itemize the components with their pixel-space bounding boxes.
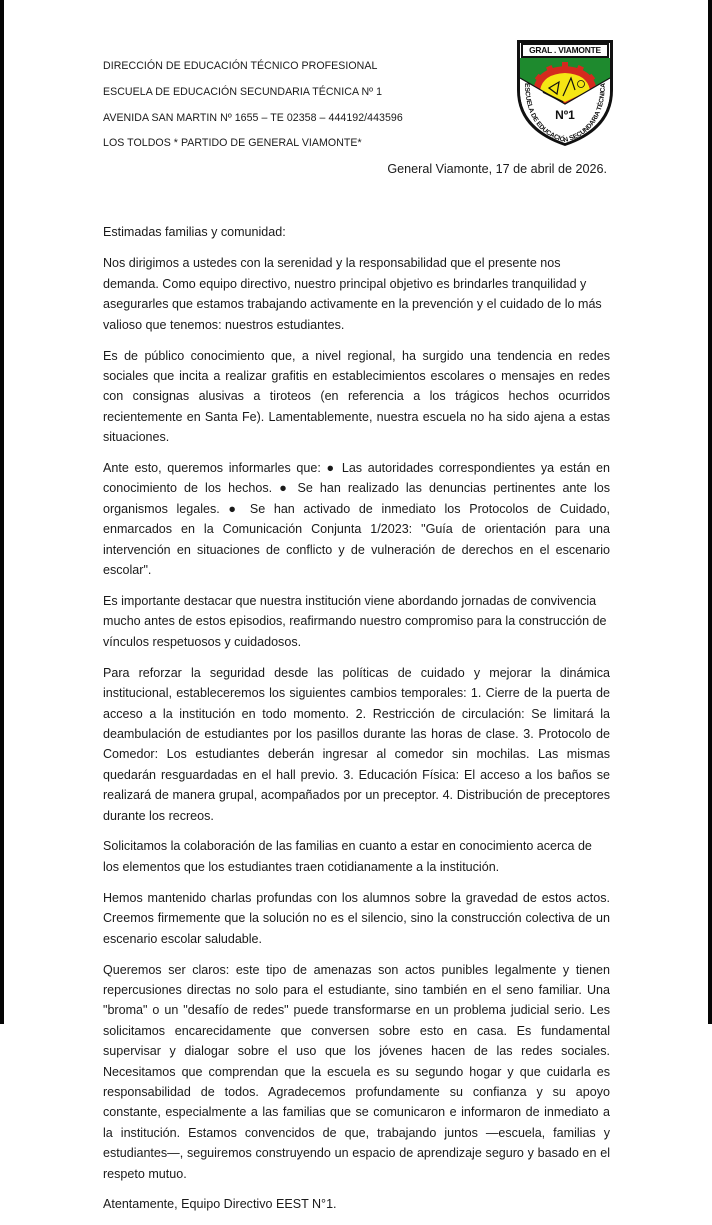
paragraph-temporary-changes: Para reforzar la seguridad desde las políticas de cuidado y mejorar la dinámica institucional, estableceremos los siguientes cambios temporales: 1. Cierre de la puerta de acceso a la institución en todo momento. 2. Restricción de circulación: Se limitará la deambulación de estudiantes por los pasillos durante las horas de clase. 3. Protocolo de Comedor: Los estudiantes deberán ingresar al comedor sin mochilas. Las mismas quedarán resguardadas en el hall previo. 3. Educación Física: El acceso a los baños se realizará de manera grupal, acompañados por un preceptor. 4. Distribución de preceptores durante los recreos.: [103, 665, 610, 823]
school-crest-logo: [513, 38, 617, 148]
letter-date: General Viamonte, 17 de abril de 2026.: [387, 162, 607, 176]
letterhead-line-address: AVENIDA SAN MARTIN Nº 1655 – TE 02358 – 444192/443596: [103, 111, 403, 124]
logo-arc-text: [513, 38, 617, 148]
letterhead-line-direccion: DIRECCIÓN DE EDUCACIÓN TÉCNICO PROFESIONAL: [103, 60, 378, 72]
logo-top-text: GRAL . VIAMONTE: [529, 45, 601, 55]
letter-body: [103, 222, 610, 1225]
paragraph-warning: Queremos ser claros: este tipo de amenazas son actos punibles legalmente y tienen repercusiones directas no solo para el estudiante, sino también en el seno familiar. Una "broma" o un "desafío de redes" puede transformarse en un problema judicial serio. Les solicitamos encarecidamente que conversen sobre esto en casa. Es fundamental supervisar y dialogar sobre el uso que los jóvenes hacen de las redes sociales. Necesitamos que comprendan que la escuela es su segundo hogar y que cuidarla es responsabilidad de todos. Agradecemos profundamente su confianza y su apoyo constante, especialmente a las familias que se comunicaron e informaron de inmediato a la institución. Estamos convencidos de que, trabajando juntos —escuela, familias y estudiantes—, seguiremos construyendo un espacio de aprendizaje seguro y basado en el respeto mutuo.: [103, 962, 610, 1181]
letterhead: [103, 58, 403, 161]
paragraph-convivencia: Es importante destacar que nuestra institución viene abordando jornadas de convivencia mucho antes de estos episodios, reafirmando nuestro compromiso para la construcción de vínculos respetuosos y cuidadosos.: [103, 594, 607, 649]
logo-number: Nº1: [555, 108, 575, 122]
paragraph-actions: Ante esto, queremos informarles que: ● Las autoridades correspondientes ya están en conocimiento de los hechos. ● Se han realizado las denuncias pertinentes ante los organismos legales. ● Se han activado de inmediato los Protocolos de Cuidado, enmarcados en la Comunicación Conjunta 1/2023: "Guía de orientación para una intervención en situaciones de conflicto y de vulneración de derechos en el escenario escolar".: [103, 461, 610, 578]
letterhead-line-location: LOS TOLDOS * PARTIDO DE GENERAL VIAMONTE*: [103, 137, 362, 150]
paragraph-talks: Hemos mantenido charlas profundas con los alumnos sobre la gravedad de estos actos. Creemos firmemente que la solución no es el silencio, sino la construcción colectiva de un escenario escolar saludable.: [103, 890, 610, 946]
right-edge-border: [708, 0, 712, 1024]
salutation: Estimadas familias y comunidad:: [103, 225, 286, 239]
logo-arc-textpath: ESCUELA DE EDUCACIÓN SECUNDARIA TÉCNICA: [522, 83, 608, 145]
left-edge-border: [0, 0, 4, 1024]
paragraph-collaboration: Solicitamos la colaboración de las familias en cuanto a estar en conocimiento acerca de los elementos que los estudiantes traen cotidianamente a la institución.: [103, 839, 592, 874]
svg-text:ESCUELA DE EDUCACIÓN SECUNDARI: [523, 83, 607, 145]
letterhead-line-escuela: ESCUELA DE EDUCACIÓN SECUNDARIA TÉCNICA Nº 1: [103, 85, 383, 98]
closing-signature: Atentamente, Equipo Directivo EEST N°1.: [103, 1197, 337, 1212]
paragraph-context: Es de público conocimiento que, a nivel regional, ha surgido una tendencia en redes sociales que incita a realizar grafitis en establecimientos escolares o mensajes en redes con consignas alusivas a tiroteos (en referencia a los trágicos hechos ocurridos recientemente en Santa Fe). Lamentablemente, nuestra escuela no ha sido ajena a estas situaciones.: [103, 348, 610, 445]
paragraph-intro: Nos dirigimos a ustedes con la serenidad y la responsabilidad que el presente nos demanda. Como equipo directivo, nuestro principal objetivo es brindarles tranquilidad y asegurarles que estamos trabajando activamente en la prevención y el cuidado de lo más valioso que tenemos: nuestros estudiantes.: [103, 256, 602, 332]
